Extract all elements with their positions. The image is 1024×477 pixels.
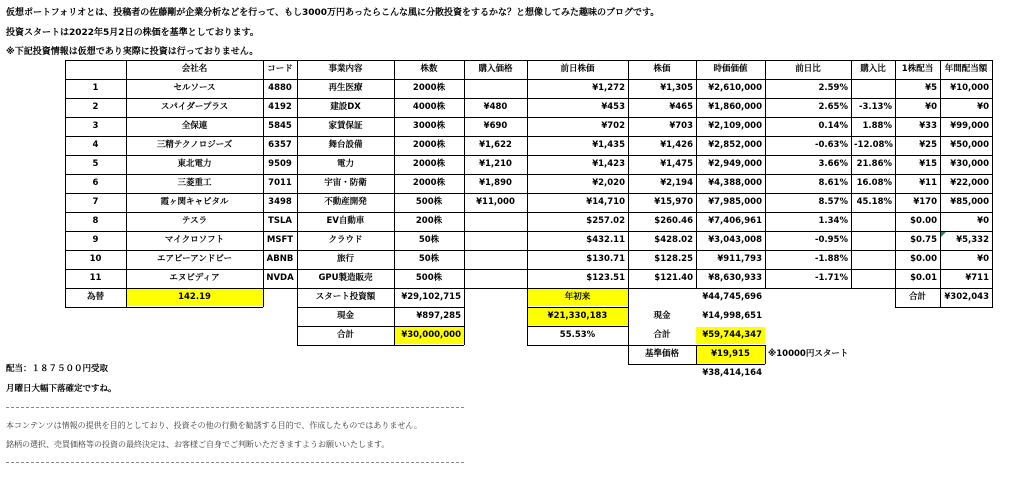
intro-line-3: ※下記投資情報は仮想であり実際に投資は行っておりません。 [6,47,259,57]
grid-line [65,288,263,289]
table-header-8: 時価価値 [713,64,748,74]
table-cell: $123.51 [586,273,625,283]
grid-line [895,307,993,308]
comment-marker-icon [941,232,946,237]
table-cell: ¥2,109,000 [708,121,762,131]
table-cell: 45.18% [856,197,892,207]
table-cell: 7011 [268,178,292,188]
table-cell: ¥11,000 [476,197,515,207]
grid-line [940,288,941,307]
table-header-11: 1株配当 [901,64,934,74]
table-header-5: 購入価格 [478,64,513,74]
table-cell: $0.75 [910,235,937,245]
grid-line [297,60,298,288]
table-cell: $432.11 [586,235,625,245]
table-cell: 宇宙・防衛 [324,178,367,188]
grid-line [297,288,298,345]
table-cell: ¥1,423 [592,159,625,169]
grid-line [628,364,765,365]
table-cell [851,270,895,287]
table-cell: MSFT [266,235,294,245]
intro-line-2: 投資スタートは2022年5月2日の株価を基準としております。 [6,28,259,38]
table-cell: 50株 [418,254,440,264]
table-cell: TSLA [268,216,292,226]
table-cell: 9 [92,235,99,245]
grid-line [992,60,993,288]
grid-line [527,288,528,345]
table-cell: 3000株 [412,121,446,131]
grid-line [65,174,993,175]
base-price-note: ※10000円スタート [768,349,849,359]
table-cell: 霞ヶ関キャピタル [160,197,229,207]
table-cell: ¥11 [919,178,937,188]
divider-top [6,407,464,408]
table-cell [464,251,527,268]
divider-bottom [6,462,464,463]
grid-line [895,60,896,288]
table-cell: 500株 [415,273,443,283]
grid-line [65,155,993,156]
table-cell [464,213,527,230]
table-header-10: 購入比 [860,64,886,74]
market-total-value: ¥44,745,696 [702,292,762,302]
grid-line [263,288,264,307]
table-cell: ¥10,000 [950,83,989,93]
base-price-label: 基準価格 [644,349,679,359]
table-cell: 1 [92,83,99,93]
table-cell: 3 [92,121,99,131]
table-cell: 50株 [418,235,440,245]
table-cell: ¥911,793 [717,254,762,264]
ytd-value-amount: ¥21,330,183 [527,308,628,325]
grid-line [297,288,464,289]
table-cell: ¥5,332 [956,235,989,245]
table-cell: 3.66% [818,159,848,169]
grid-line [527,307,628,308]
table-cell: 家賃保証 [328,121,363,131]
table-header-7: 株価 [653,64,671,74]
table-cell: -1.88% [814,254,848,264]
table-header-3: 事業内容 [328,64,363,74]
grid-line [65,269,993,270]
table-cell: $121.40 [654,273,693,283]
grid-line [527,345,628,346]
table-cell: 3498 [268,197,292,207]
dividend-note: 配当：１８７５００円受取 [6,364,109,374]
table-cell: 4880 [268,83,292,93]
table-cell: 舞台設備 [328,140,363,150]
table-cell: 全保連 [181,121,208,131]
table-cell [464,80,527,97]
table-cell: 21.86% [856,159,892,169]
dividend-total-label: 合計 [908,292,926,302]
grid-line [65,136,993,137]
table-cell: 5 [92,159,99,169]
grid-line [65,60,66,288]
table-cell: 電力 [336,159,354,169]
intro-line-1: 仮想ポートフォリオとは、投稿者の佐藤剛が企業分析などを行って、もし3000万円あったらこんな風に分散投資をするかな？と想像してみた趣味のブログです。 [6,8,660,18]
table-cell: ¥2,852,000 [708,140,762,150]
table-cell: エアビーアンドビー [156,254,233,264]
table-header-4: 株数 [420,64,438,74]
table-cell: -3.13% [858,102,892,112]
table-cell: ¥0 [977,254,989,264]
table-cell: スパイダープラス [160,102,229,112]
table-header-0 [65,61,126,78]
grid-line [65,193,993,194]
table-cell: ¥1,426 [660,140,693,150]
table-cell [851,213,895,230]
cash2-value: ¥14,998,651 [702,311,762,321]
grid-line [895,288,993,289]
table-cell: $0.00 [910,216,937,226]
table-cell: ¥1,435 [592,140,625,150]
table-cell: ¥33 [919,121,937,131]
table-cell: $0.00 [910,254,937,264]
table-cell: 2000株 [412,159,446,169]
table-cell: 200株 [415,216,443,226]
grid-line [65,60,993,61]
cash-value: ¥897,285 [416,311,461,321]
table-header-9: 前日比 [795,64,821,74]
table-cell: ¥2,949,000 [708,159,762,169]
table-cell: クラウド [328,235,363,245]
table-cell: 7 [92,197,99,207]
table-cell: ¥7,985,000 [708,197,762,207]
table-cell: 4000株 [412,102,446,112]
table-cell: ¥7,406,961 [708,216,762,226]
table-cell: 三菱重工 [177,178,212,188]
grid-line [65,250,993,251]
grid-line [65,212,993,213]
table-cell: -0.95% [814,235,848,245]
grid-line [464,60,465,288]
grid-line [65,117,993,118]
table-cell: ¥15,970 [654,197,693,207]
grid-line [65,79,993,80]
table-cell: 11 [89,273,102,283]
grid-line [696,345,697,364]
table-cell: 建設DX [330,102,361,112]
base-price-value: ¥19,915 [696,346,765,363]
table-cell: -12.08% [854,140,893,150]
grid-line [126,60,127,288]
table-cell: 5845 [268,121,292,131]
table-cell: ¥1,305 [660,83,693,93]
table-cell: 2.59% [818,83,848,93]
table-cell: ¥690 [483,121,508,131]
table-cell: 再生医療 [328,83,363,93]
table-header-12: 年間配当額 [944,64,988,74]
grid-line [65,307,263,308]
table-cell: 不動産開発 [324,197,367,207]
grid-line [940,60,941,288]
grid-line [297,307,464,308]
table-cell: 1.34% [818,216,848,226]
table-cell: ¥1,860,000 [708,102,762,112]
table-cell: ABNB [266,254,294,264]
grid-line [696,60,697,288]
table-cell [464,232,527,249]
total-label: 合計 [336,330,354,340]
table-cell: マイクロソフト [164,235,225,245]
start-invest-label: スタート投資額 [315,292,376,302]
table-cell: -0.63% [814,140,848,150]
cash2-label: 現金 [653,311,671,321]
grid-line [126,288,127,307]
table-cell: ¥2,610,000 [708,83,762,93]
table-cell: 16.08% [856,178,892,188]
table-cell: EV自動車 [326,216,365,226]
grid-line [297,345,464,346]
grid-line [297,326,464,327]
table-cell: ¥2,194 [660,178,693,188]
grid-line [628,60,629,288]
table-cell [464,270,527,287]
table-cell: ¥8,630,933 [708,273,762,283]
grid-line [992,288,993,307]
grid-line [527,60,528,288]
table-cell: 8.61% [818,178,848,188]
dividend-total-value: ¥302,043 [944,292,989,302]
table-cell: $257.02 [586,216,625,226]
table-cell: ¥711 [965,273,989,283]
grid-line [263,60,264,288]
grid-line [527,288,628,289]
extra-value: ¥38,414,164 [702,368,762,378]
disclaimer-line-1: 本コンテンツは情報の提供を目的としており、投資その他の行動を勧誘する目的で、作成したものではありません。 [6,421,422,430]
table-cell: 0.14% [818,121,848,131]
table-cell: ¥465 [669,102,693,112]
table-cell: ¥1,210 [479,159,512,169]
table-cell: ¥2,020 [592,178,625,188]
grid-line [851,60,852,288]
grid-line [765,60,766,288]
grid-line [895,288,896,307]
grid-line [394,60,395,288]
table-cell: 9509 [268,159,292,169]
table-cell: $0.01 [910,273,937,283]
table-cell: ¥702 [601,121,625,131]
table-header-2: コード [267,64,293,74]
table-cell: ¥170 [913,197,937,207]
fx-label: 為替 [86,292,104,302]
table-cell: -1.71% [814,273,848,283]
cash-label: 現金 [336,311,354,321]
table-cell: ¥50,000 [950,140,989,150]
table-cell: セルソース [173,83,216,93]
table-cell: $428.02 [654,235,693,245]
table-cell: ¥1,272 [592,83,625,93]
table-cell: $130.71 [586,254,625,264]
table-cell: 1.88% [862,121,892,131]
table-cell: 三精テクノロジーズ [156,140,233,150]
table-cell: ¥703 [669,121,693,131]
table-cell: $260.46 [654,216,693,226]
table-cell: 500株 [415,197,443,207]
total-value: ¥30,000,000 [394,327,464,344]
table-cell: テスラ [181,216,208,226]
table-cell: GPU製造販売 [318,273,373,283]
grid-line [628,345,629,364]
table-header-6: 前日株価 [560,64,595,74]
table-cell: ¥4,388,000 [708,178,762,188]
table-cell: ¥5 [925,83,937,93]
table-cell: ¥3,043,008 [708,235,762,245]
grid-line [527,326,628,327]
table-cell: NVDA [266,273,294,283]
table-cell: 2000株 [412,178,446,188]
grid-line [65,288,66,307]
table-header-1: 会社名 [181,64,208,74]
table-cell: ¥1,622 [479,140,512,150]
table-cell: 8 [92,216,99,226]
table-cell: 4 [92,140,99,150]
table-cell: 2.65% [818,102,848,112]
table-cell: 4192 [268,102,292,112]
fx-value: 142.19 [126,289,263,306]
table-cell: 2 [92,102,99,112]
total2-value: ¥59,744,347 [696,327,765,344]
comment-note: 月曜日大幅下落確定ですね。 [6,384,117,394]
grid-line [394,288,395,345]
table-cell: 2000株 [412,140,446,150]
table-cell: 8.57% [818,197,848,207]
start-invest-value: ¥29,102,715 [401,292,461,302]
table-cell [851,251,895,268]
table-cell: ¥99,000 [950,121,989,131]
table-cell: ¥25 [919,140,937,150]
table-cell: ¥480 [483,102,508,112]
table-cell: 2000株 [412,83,446,93]
ytd-label: 年初来 [527,289,628,306]
table-cell: $128.25 [654,254,693,264]
table-cell: 6 [92,178,99,188]
table-cell: エヌビディア [169,273,220,283]
table-cell: ¥15 [919,159,937,169]
table-cell: ¥14,710 [586,197,625,207]
table-cell: ¥22,000 [950,178,989,188]
grid-line [65,231,993,232]
table-cell: 6357 [268,140,292,150]
table-cell: ¥1,890 [479,178,512,188]
grid-line [464,288,465,345]
table-cell: ¥453 [601,102,625,112]
table-cell: ¥1,475 [660,159,693,169]
table-cell: 東北電力 [177,159,212,169]
table-cell: ¥0 [977,216,989,226]
table-cell [851,80,895,97]
disclaimer-line-2: 銘柄の選択、売買価格等の投資の最終決定は、お客様ご自身でご判断いただきますようお願いいたします。 [6,440,390,449]
table-cell: 10 [89,254,102,264]
table-cell: ¥85,000 [950,197,989,207]
table-cell [851,232,895,249]
table-cell: 旅行 [336,254,354,264]
table-cell: ¥0 [925,102,937,112]
total2-label: 合計 [653,330,671,340]
grid-line [765,345,766,364]
table-cell: ¥30,000 [950,159,989,169]
table-cell: ¥0 [977,102,989,112]
ytd-value-percent: 55.53% [559,330,596,340]
grid-line [65,98,993,99]
